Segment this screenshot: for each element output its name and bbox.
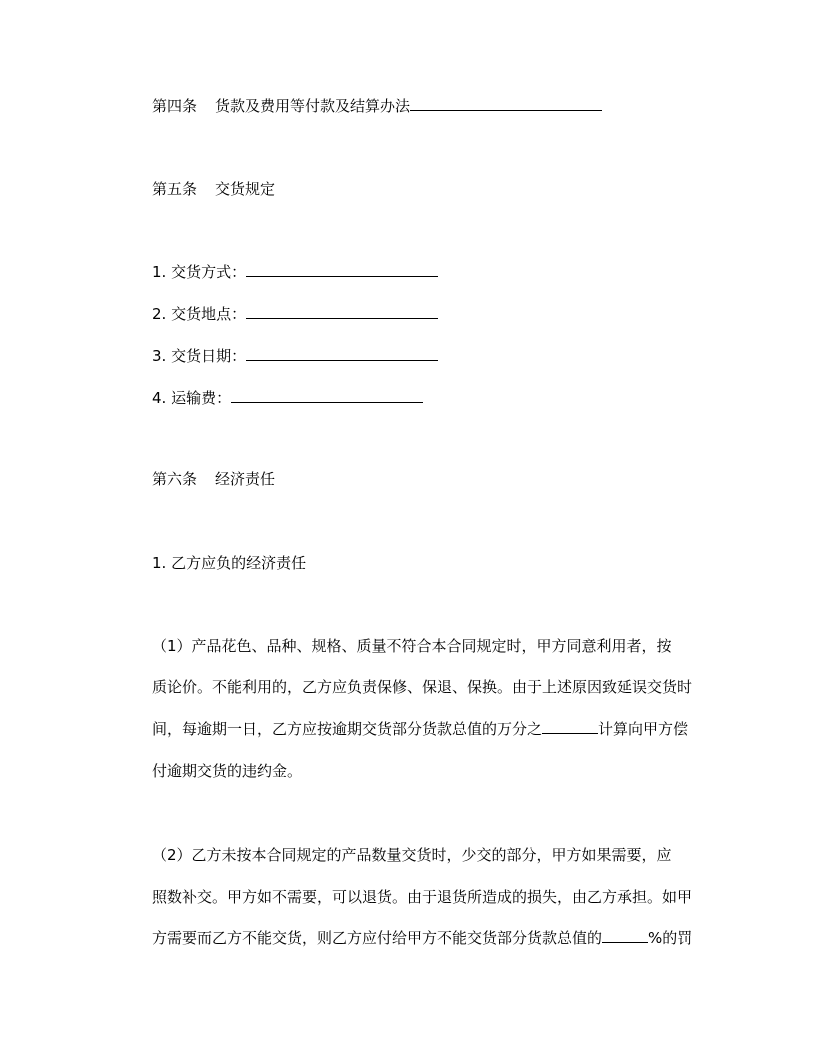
delivery-method-row [152, 262, 438, 282]
article-4-number: 第四条 [152, 97, 198, 115]
late-delivery-rate-blank[interactable] [542, 719, 598, 734]
delivery-method-label: 1. 交货方式： [152, 263, 247, 281]
clause-1-line-3-tail: 计算向甲方偿 [598, 720, 689, 738]
article-6-number: 第六条 [152, 470, 198, 488]
transport-fee-label: 4. 运输费： [152, 389, 232, 407]
clause-2-line-3-text: 方需要而乙方不能交货，则乙方应付给甲方不能交货部分货款总值的 [152, 929, 603, 947]
penalty-percent-blank[interactable] [602, 928, 648, 943]
article-6-heading [152, 469, 275, 489]
clause-2-line-3 [152, 928, 698, 948]
clause-2-line-2: 照数补交。甲方如不需要，可以退货。由于退货所造成的损失，由乙方承担。如甲 [152, 888, 693, 906]
article-5-heading [152, 179, 275, 199]
party-b-liability-heading: 1. 乙方应负的经济责任 [152, 554, 307, 572]
clause-2-line-3-tail: %的罚 [648, 929, 693, 947]
delivery-date-label: 3. 交货日期： [152, 347, 247, 365]
delivery-location-blank[interactable] [246, 304, 438, 319]
clause-2-line-1: （2）乙方未按本合同规定的产品数量交货时，少交的部分，甲方如果需要，应 [152, 846, 672, 864]
clause-1-line-4: 付逾期交货的违约金。 [152, 762, 303, 780]
delivery-date-blank[interactable] [246, 346, 438, 361]
article-5-number: 第五条 [152, 180, 198, 198]
clause-1-line-1: （1）产品花色、品种、规格、质量不符合本合同规定时，甲方同意利用者，按 [152, 637, 672, 655]
delivery-method-blank[interactable] [246, 262, 438, 277]
transport-fee-row [152, 388, 423, 408]
delivery-location-row [152, 304, 438, 324]
article-4-blank[interactable] [410, 96, 602, 111]
article-4-title: 货款及费用等付款及结算办法 [215, 97, 411, 115]
clause-1-line-3-text: 间，每逾期一日，乙方应按逾期交货部分货款总值的万分之 [152, 720, 543, 738]
article-4-heading [152, 96, 602, 116]
clause-1-line-3 [152, 719, 698, 739]
delivery-date-row [152, 346, 438, 366]
transport-fee-blank[interactable] [231, 388, 423, 403]
article-6-title: 经济责任 [215, 470, 276, 488]
delivery-location-label: 2. 交货地点： [152, 305, 247, 323]
clause-1-line-2: 质论价。不能利用的，乙方应负责保修、保退、保换。由于上述原因致延误交货时 [152, 678, 693, 696]
article-5-title: 交货规定 [215, 180, 276, 198]
